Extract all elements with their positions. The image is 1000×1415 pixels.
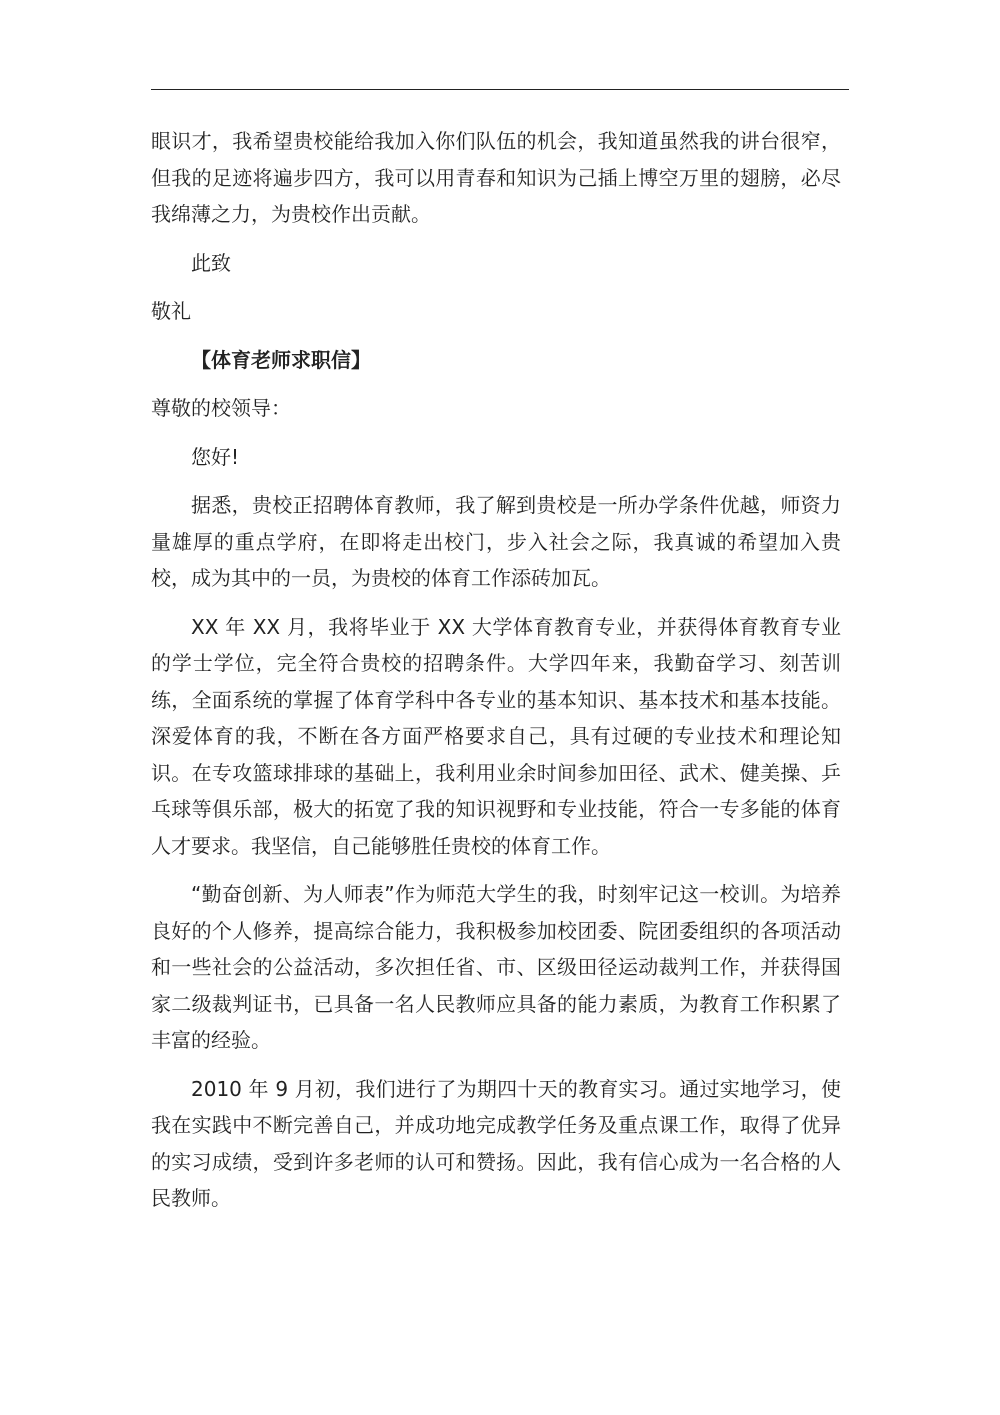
section-heading: 【体育老师求职信】 [191,347,371,372]
paragraph-closing-continuation: 眼识才，我希望贵校能给我加入你们队伍的机会，我知道虽然我的讲台很窄，但我的足迹将遍步四方，我可以用青春和知识为己插上博空万里的翅膀，必尽我绵薄之力，为贵校作出贡献。 [151,129,841,226]
document-body [151,123,841,1229]
header-rule [151,89,849,90]
paragraph-intro: 据悉，贵校正招聘体育教师，我了解到贵校是一所办学条件优越，师资力量雄厚的重点学府，在即将走出校门，步入社会之际，我真诚的希望加入贵校，成为其中的一员，为贵校的体育工作添砖加瓦。 [151,493,841,590]
letter-greeting: 尊敬的校领导： [151,396,291,420]
paragraph-internship: 2010 年 9 月初，我们进行了为期四十天的教育实习。通过实地学习，使我在实践中不断完善自己，并成功地完成教学任务及重点课工作，取得了优异的实习成绩，受到许多老师的认可和赞扬。因此，我有信心成为一名合格的人民教师。 [151,1076,841,1210]
salutation-cizhi: 此致 [191,250,231,275]
salutation-jingli: 敬礼 [151,299,191,323]
paragraph-education: XX 年 XX 月，我将毕业于 XX 大学体育教育专业，并获得体育教育专业的学士学位，完全符合贵校的招聘条件。大学四年来，我勤奋学习、刻苦训练，全面系统的掌握了体育学科中各专业的基本知识、基本技术和基本技能。深爱体育的我，不断在各方面严格要求自己，具有过硬的专业技术和理论知识。在专攻篮球排球的基础上，我利用业余时间参加田径、武术、健美操、乒乓球等俱乐部，极大的拓宽了我的知识视野和专业技能，符合一专多能的体育人才要求。我坚信，自己能够胜任贵校的体育工作。 [151,614,841,858]
paragraph-activities: “勤奋创新、为人师表”作为师范大学生的我，时刻牢记这一校训。为培养良好的个人修养，提高综合能力，我积极参加校团委、院团委组织的各项活动和一些社会的公益活动，多次担任省、市、区级田径运动裁判工作，并获得国家二级裁判证书，已具备一名人民教师应具备的能力素质，为教育工作积累了丰富的经验。 [151,882,841,1052]
letter-hello: 您好! [191,444,240,469]
